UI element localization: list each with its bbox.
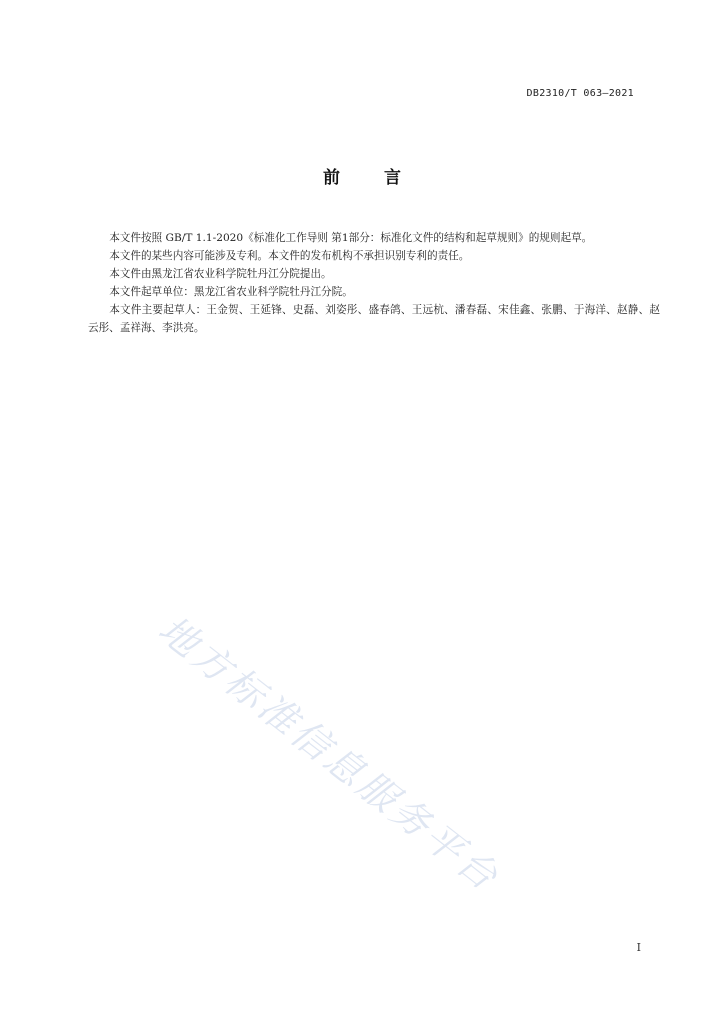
paragraph-drafters: 本文件主要起草人：王金贺、王延锋、史磊、刘姿彤、盛春鸽、王远杭、潘春磊、宋佳鑫、张鹏、于海洋、赵静、赵云彤、孟祥海、李洪亮。 (88, 304, 660, 334)
watermark: 地方标准信息服务平台 (150, 607, 509, 901)
page-title (0, 163, 724, 188)
paragraph-drafting-rules: 本文件按照 GB/T 1.1-2020《标准化工作导则 第1部分：标准化文件的结构和起草规则》的规则起草。 (109, 232, 593, 244)
page-number: I (636, 941, 641, 954)
paragraph-drafting-unit: 本文件起草单位：黑龙江省农业科学院牡丹江分院。 (109, 286, 353, 298)
paragraph-proposer: 本文件由黑龙江省农业科学院牡丹江分院提出。 (109, 268, 332, 280)
document-code: DB2310/T 063—2021 (526, 88, 634, 99)
title-char-1: 前 (323, 168, 340, 188)
foreword-body (88, 229, 660, 337)
paragraph-patent-notice: 本文件的某些内容可能涉及专利。本文件的发布机构不承担识别专利的责任。 (109, 250, 470, 262)
title-char-2: 言 (384, 168, 401, 188)
